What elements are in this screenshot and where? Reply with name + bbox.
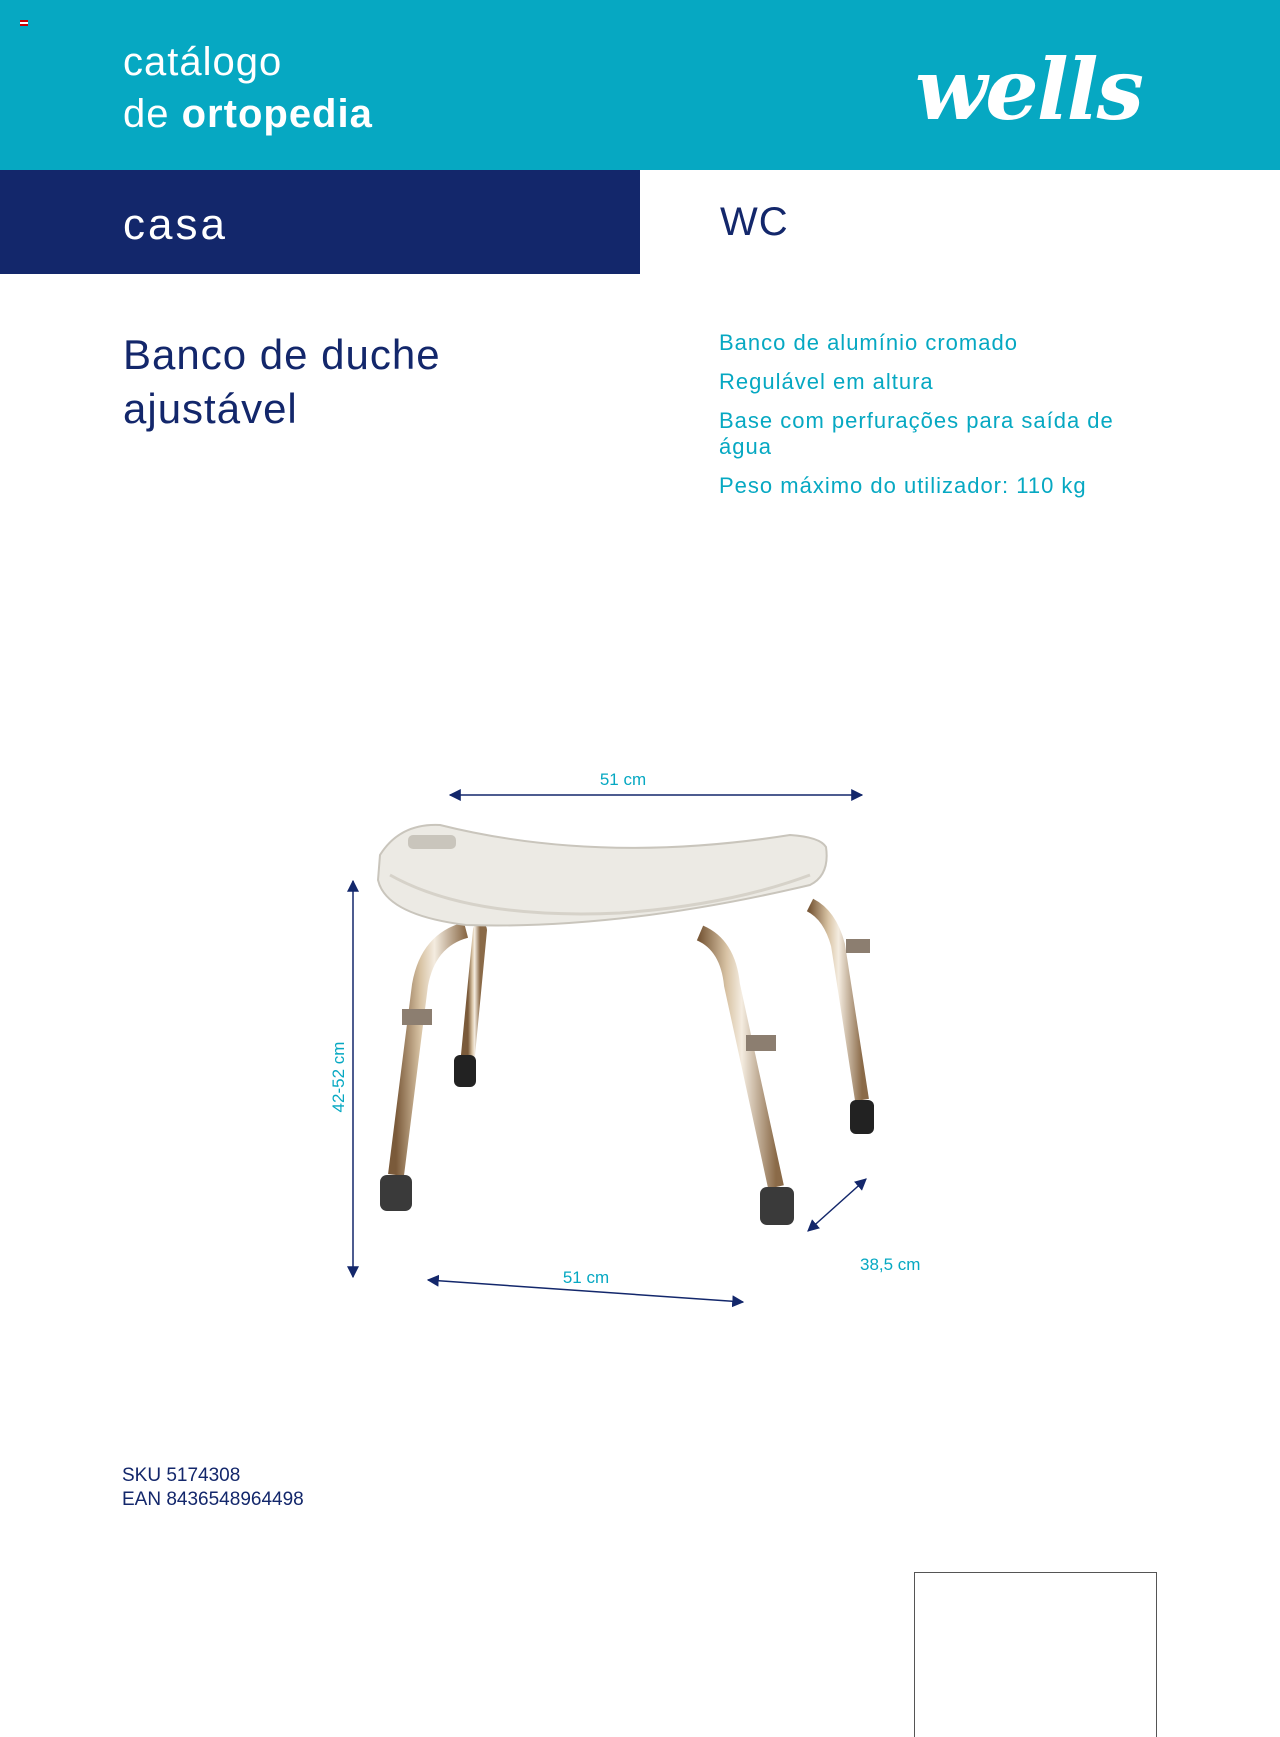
top-width-label: 51 cm xyxy=(599,770,647,789)
ean-code: EAN 8436548964498 xyxy=(122,1489,304,1510)
sku-code: SKU 5174308 xyxy=(122,1465,241,1486)
catalog-title-line2 xyxy=(123,92,373,137)
product-codes xyxy=(122,1464,304,1512)
base-width-label: 51 cm xyxy=(562,1268,610,1287)
catalog-title-line1: catálogo xyxy=(123,40,283,84)
feature-item: Base com perfurações para saída de água xyxy=(719,408,1114,459)
product-title-line2: ajustável xyxy=(123,385,298,432)
depth-label: 38,5 cm xyxy=(860,1255,921,1274)
feature-item: Peso máximo do utilizador: 110 kg xyxy=(719,473,1087,498)
empty-box xyxy=(914,1572,1157,1737)
brand-logo: wells xyxy=(915,40,1142,139)
subsection-label: WC xyxy=(720,200,789,244)
flag-icon xyxy=(20,20,28,26)
product-image xyxy=(290,755,930,1395)
feature-item: Regulável em altura xyxy=(719,369,934,394)
product-title-line1: Banco de duche xyxy=(123,331,441,378)
catalog-title-prefix: de xyxy=(123,92,170,136)
feature-item: Banco de alumínio cromado xyxy=(719,330,1018,355)
product-title xyxy=(123,328,603,436)
section-bar xyxy=(0,170,640,274)
section-label: casa xyxy=(123,200,228,249)
catalog-title-bold: ortopedia xyxy=(181,92,373,136)
feature-list xyxy=(719,330,1159,512)
height-label: 42-52 cm xyxy=(329,1041,348,1113)
